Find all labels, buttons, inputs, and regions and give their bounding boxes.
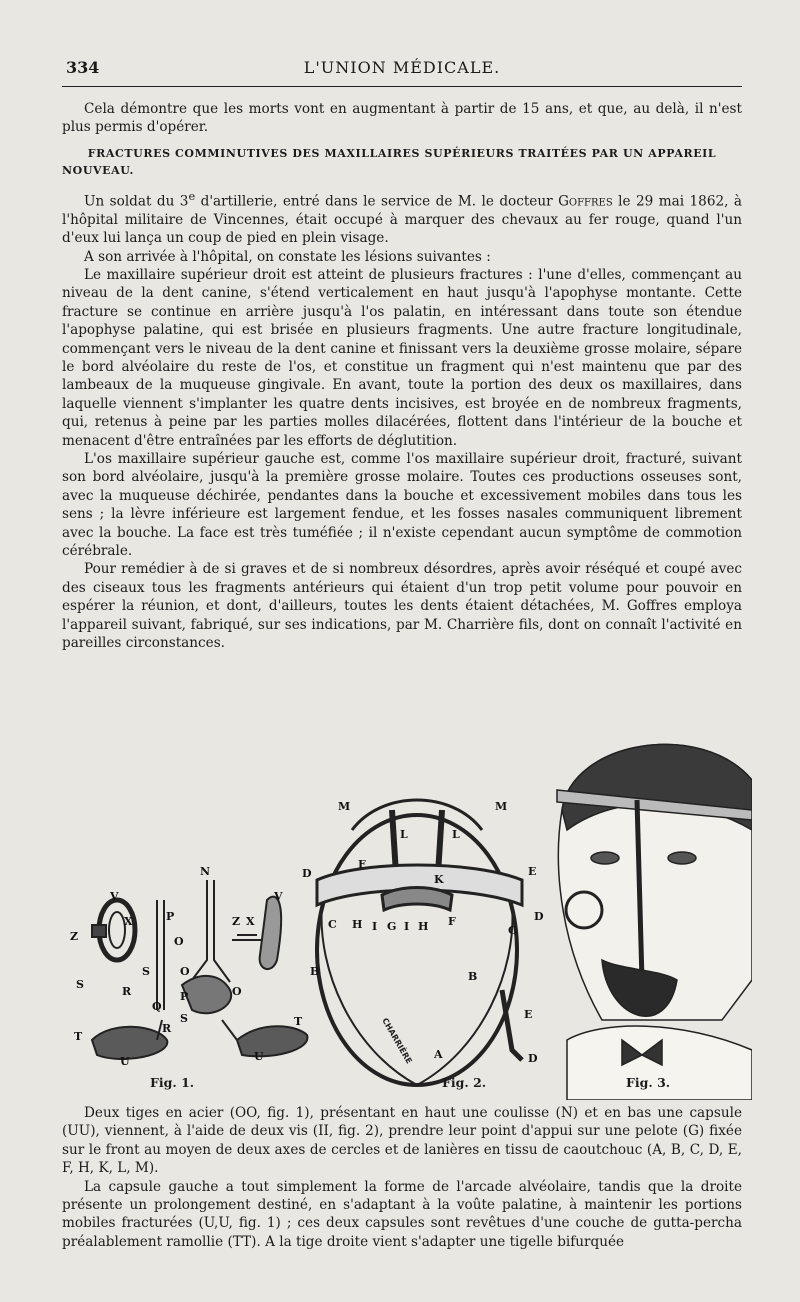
svg-text:I: I — [404, 920, 410, 933]
svg-text:A: A — [434, 1048, 443, 1061]
paragraph-case — [62, 187, 742, 248]
section-heading: FRACTURES COMMINUTIVES DES MAXILLAIRES SUPÉRIEURS TRAITÉES PAR UN APPAREIL NOUVEAU. — [62, 146, 717, 177]
svg-text:Q: Q — [152, 1000, 162, 1013]
paragraph-capsules: La capsule gauche a tout simplement la forme de l'arcade alvéolaire, tandis que la droite présente un prolongement destiné, en s'adaptant à la voûte palatine, à maintenir les portions mobiles fracturées (U,U, fig. 1) ; ces deux capsules sont revêtues d'une couche de gutta-percha préalablement ramollie (TT). A la tige droite vient s'adapter une tigelle bifurquée — [62, 1178, 742, 1250]
svg-text:U: U — [254, 1050, 264, 1063]
svg-text:T: T — [294, 1015, 303, 1028]
svg-text:N: N — [200, 865, 211, 878]
svg-text:E: E — [528, 865, 537, 878]
paragraph-left-maxilla: L'os maxillaire supérieur gauche est, comme l'os maxillaire supérieur droit, fracturé, suivant son bord alvéolaire, jusqu'à la première grosse molaire. Toutes ces productions osseuses sont, avec la muqueuse déchirée, pendantes dans la bouche et excessivement mobiles dans tous les sens ; la lèvre inférieure est largement fendue, et les fosses nasales communiquent librement avec la bouche. La face est très tuméfiée ; il n'existe cependant aucun symptôme de commotion cérébrale. — [62, 451, 742, 560]
svg-text:S: S — [142, 965, 150, 978]
paragraph-intro: Cela démontre que les morts vont en augmentant à partir de 15 ans, et que, au delà, il n'est plus permis d'opérer. — [62, 101, 742, 136]
fig1-splint-drawing — [92, 880, 307, 1059]
svg-text:F: F — [358, 858, 366, 871]
fig3-portrait-drawing — [557, 744, 752, 1100]
svg-text:M: M — [495, 800, 508, 813]
surgeon-name: Goffres — [558, 193, 613, 210]
svg-text:Z: Z — [70, 930, 79, 943]
svg-text:H: H — [418, 920, 429, 933]
svg-text:K: K — [434, 873, 444, 886]
svg-text:D: D — [534, 910, 544, 923]
svg-text:I: I — [372, 920, 378, 933]
article-body-top — [62, 100, 742, 653]
svg-text:B: B — [310, 965, 320, 978]
svg-text:T: T — [74, 1030, 83, 1043]
svg-text:P: P — [180, 990, 189, 1003]
svg-text:X: X — [124, 915, 133, 928]
svg-text:O: O — [174, 935, 184, 948]
svg-text:G: G — [387, 920, 397, 933]
fig2-caption: Fig. 2. — [442, 1075, 487, 1090]
svg-text:Z: Z — [232, 915, 241, 928]
svg-text:P: P — [166, 910, 175, 923]
paragraph-right-maxilla: Le maxillaire supérieur droit est atteint de plusieurs fractures : l'une d'elles, commençant au niveau de la dent canine, s'étend verticalement en haut jusqu'à l'apophyse montante. Cette fracture se continue en arrière jusqu'à l'os palatin, en intéressant dans toute son étendue l'apophyse palatine, qui est brisée en plusieurs fragments. Une autre fracture longitudinale, commençant vers le niveau de la dent canine et finissant vers la deuxième grosse molaire, sépare le bord alvéolaire du reste de l'os, et constitue un fragment qui n'est maintenu que par des lambeaux de la muqueuse gingivale. En avant, toute la portion des deux os maxillaires, dans laquelle viennent s'implanter les quatre dents incisives, est broyée en de nombreux fragments, qui, retenus à peine par les parties molles dilacérées, flottent dans l'intérieur de la bouche et menacent d'être entraînées par les efforts de déglutition. — [62, 266, 742, 449]
engraving-illustrations — [62, 720, 752, 1100]
svg-text:R: R — [162, 1022, 172, 1035]
paragraph-treatment: Pour remédier à de si graves et de si nombreux désordres, après avoir réséqué et coupé avec des ciseaux tous les fragments antérieurs qui étaient d'un trop petit volume pour pouvoir en espérer la réunion, et dont, d'ailleurs, toutes les dents étaient détachées, M. Goffres employa l'appareil suivant, fabriqué, sur ses indications, par M. Charrière fils, dont on connaît l'activité en pareilles circonstances. — [62, 561, 742, 652]
svg-text:M: M — [338, 800, 351, 813]
svg-text:H: H — [352, 918, 363, 931]
article-body-bottom — [62, 1104, 742, 1251]
fig1-caption: Fig. 1. — [150, 1075, 195, 1090]
svg-text:D: D — [528, 1052, 538, 1065]
paragraph-apparatus-description: Deux tiges en acier (OO, fig. 1), présentant en haut une coulisse (N) et en bas une capsule (UU), viennent, à l'aide de deux vis (II, fig. 2), prendre leur point d'appui sur une pelote (G) fixée sur le front au moyen de deux axes de cercles et de lanières en tissu de caoutchouc (A, B, C, D, E, F, H, K, L, M). — [62, 1105, 742, 1177]
svg-text:L: L — [400, 828, 408, 841]
paragraph-lesions-intro: A son arrivée à l'hôpital, on constate les lésions suivantes : — [84, 248, 491, 265]
fig2-head-frame-drawing — [317, 800, 522, 1085]
superscript: e — [188, 188, 196, 203]
journal-title: L'UNION MÉDICALE. — [303, 58, 501, 77]
figure-plate — [62, 720, 752, 1100]
svg-text:L: L — [452, 828, 460, 841]
fig3-caption: Fig. 3. — [626, 1075, 671, 1090]
text-run: d'artillerie, entré dans le service de M. le docteur — [195, 193, 559, 210]
svg-text:S: S — [76, 978, 84, 991]
svg-text:O: O — [180, 965, 190, 978]
svg-text:B: B — [468, 970, 478, 983]
page-header — [62, 56, 742, 87]
page-number: 334 — [66, 58, 100, 77]
svg-text:R: R — [122, 985, 132, 998]
svg-text:V: V — [110, 890, 119, 903]
svg-text:F: F — [448, 915, 456, 928]
svg-text:O: O — [232, 985, 242, 998]
text-run: Un soldat du 3 — [84, 193, 189, 210]
svg-text:S: S — [180, 1012, 188, 1025]
fig2-maker-engraving: CHARRIÈRE — [380, 1016, 414, 1066]
svg-text:X: X — [246, 915, 255, 928]
svg-text:D: D — [302, 867, 312, 880]
svg-text:V: V — [274, 890, 283, 903]
svg-text:C: C — [508, 924, 517, 937]
svg-text:C: C — [328, 918, 337, 931]
text-run: le 29 mai 1862, à l'hôpital militaire de Vincennes, était occupé à marquer des chevaux au fer rouge, quand l'un d'eux lui lança un coup de pied en plein visage. — [62, 193, 742, 247]
svg-text:U: U — [120, 1055, 130, 1068]
svg-text:E: E — [524, 1008, 533, 1021]
